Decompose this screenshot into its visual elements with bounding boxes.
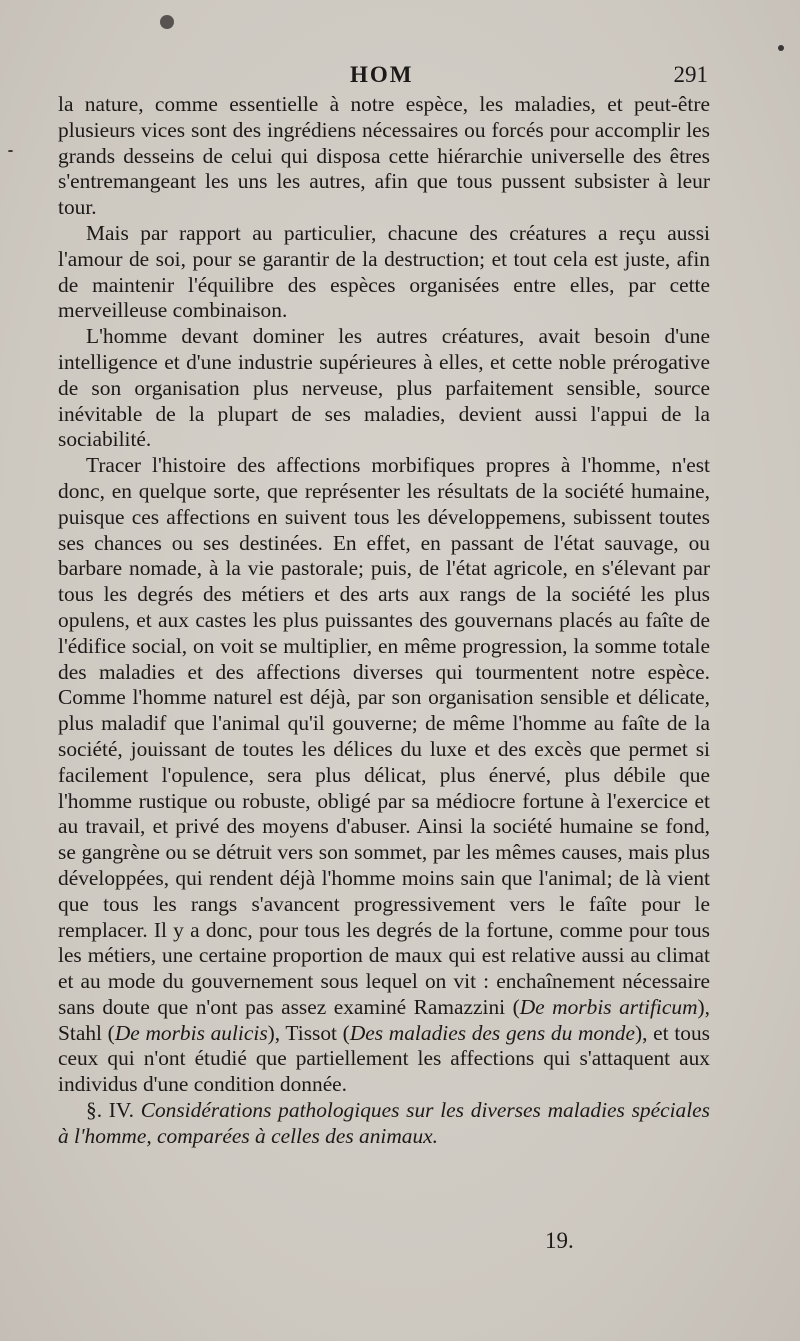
running-head (60, 62, 708, 92)
citation-tissot: Des maladies des gens du monde (349, 1020, 635, 1045)
section-title: Considérations pathologiques sur les diverses maladies spéciales à l'homme, comparées à celles des animaux. (58, 1098, 710, 1148)
page-number: 291 (673, 62, 708, 87)
paragraph: Mais par rapport au particulier, chacune des créatures a reçu aussi l'amour de soi, pour se garantir de la destruction; et tout cela est juste, afin de maintenir l'équilibre des espèces organisées entre elles, par cette merveilleuse combinaison. (58, 220, 710, 323)
citation-separator: ), Stahl ( (58, 994, 710, 1045)
citation-ramazzini: De morbis artificum (519, 994, 698, 1019)
paragraph-continuation: la nature, comme essentielle à notre espèce, les maladies, et peut-être plusieurs vices sont des ingrédiens nécessaires ou forcés pour accomplir les grands desseins de celui qui disposa cette hiérarchie universelle des êtres s'entremangeant les uns les autres, afin que tous pussent subsister à leur tour. (58, 92, 710, 220)
signature-mark: 19. (545, 1228, 574, 1253)
body-text (58, 92, 710, 1150)
running-head-title: HOM (350, 62, 414, 87)
citation-separator: ), Tissot ( (267, 1020, 350, 1045)
ink-speck (778, 45, 784, 51)
ink-speck (160, 15, 174, 29)
paragraph-text: Tracer l'histoire des affections morbifiques propres à l'homme, n'est donc, en quelque sorte, que représenter les résultats de la société humaine, puisque ces affections en suivent tous les développemens, subissent toutes ses chances ou ses destinées. En effet, en passant de l'état sauvage, ou barbare nomade, à la vie pastorale; puis, de l'état agricole, en s'élevant par tous les degrés des métiers et des arts aux rangs de la société les plus opulens, et aux castes les plus puissantes des gouvernans placés au faîte de l'édifice social, on voit se multiplier, en même progression, la somme totale des maladies et des affections diverses qui tourmentent notre espèce. Comme l'homme naturel est déjà, par son organisation sensible et délicate, plus maladif que l'animal qu'il gouverne; de même l'homme au faîte de la société, jouissant de toutes les délices du luxe et des excès que permet si facilement l'opulence, sera plus délicat, plus énervé, plus débile que l'homme rustique ou robuste, obligé par sa médiocre fortune à l'exercice et au travail, et privé des moyens d'abuser. Ainsi la société humaine se fond, se gangrène ou se détruit vers son sommet, par les mêmes causes, mais plus développées, qui rendent déjà l'homme moins sain que l'animal; de là vient que tous les rangs s'avancent progressivement vers le faîte pour le remplacer. Il y a donc, pour tous les degrés de la fortune, comme pour tous les métiers, une certaine proportion de maux qui est relative aussi au climat et au mode du gouvernement sous lequel on vit : enchaînement nécessaire sans doute que n'ont pas assez examiné Ramazzini ( (58, 453, 710, 1019)
ink-speck (8, 150, 13, 152)
section-label: §. IV. (86, 1098, 141, 1123)
paragraph: L'homme devant dominer les autres créatures, avait besoin d'une intelligence et d'une industrie supérieures à elles, et cette noble prérogative de son organisation plus nerveuse, plus parfaitement sensible, source inévitable de la plupart de ses maladies, devient aussi l'appui de la sociabilité. (58, 324, 710, 452)
section-heading (58, 1098, 710, 1150)
citation-stahl: De morbis aulicis (114, 1020, 268, 1045)
paragraph-long (58, 453, 710, 1098)
paragraph-tail: ), et tous ceux qui n'ont étudié que partiellement les affections qui s'attaquent aux individus d'une condition donnée. (58, 1020, 710, 1097)
